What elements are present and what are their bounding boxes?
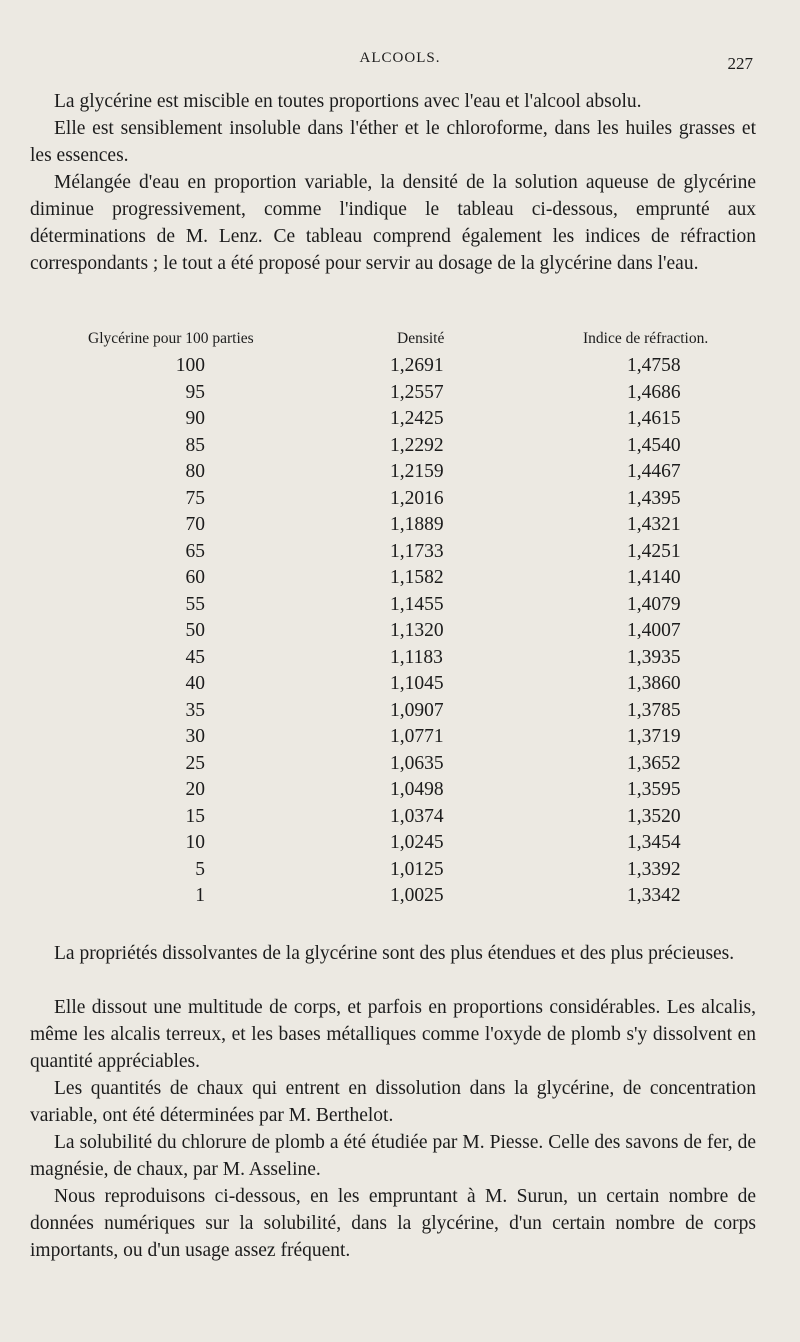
cell-density: 1,0907 — [390, 699, 444, 721]
cell-glycerine-percent: 40 — [185, 673, 205, 694]
cell-glycerine-percent: 95 — [185, 381, 205, 403]
cell-density: 1,1183 — [390, 646, 443, 668]
cell-glycerine-percent: 80 — [185, 461, 205, 482]
paragraph-lime-quantities: Les quantités de chaux qui entrent en dissolution dans la glycérine, de concentration variable, ont été déterminées par M. Berthelot. — [30, 1078, 756, 1126]
cell-refraction-index: 1,3935 — [627, 646, 681, 668]
table-row — [0, 673, 800, 699]
table-row — [0, 514, 800, 540]
table-row — [0, 647, 800, 673]
cell-refraction-index: 1,3342 — [627, 885, 681, 906]
cell-glycerine-percent: 25 — [185, 752, 205, 774]
cell-refraction-index: 1,3860 — [627, 673, 681, 694]
cell-glycerine-percent: 70 — [185, 514, 205, 535]
cell-glycerine-percent: 45 — [185, 646, 205, 668]
cell-density: 1,1045 — [390, 673, 444, 694]
cell-refraction-index: 1,4140 — [627, 567, 681, 588]
cell-glycerine-percent: 50 — [185, 620, 205, 641]
cell-density: 1,1582 — [390, 567, 444, 588]
table-row — [0, 885, 800, 911]
cell-glycerine-percent: 60 — [185, 567, 205, 588]
paragraph-dissolves-bodies: Elle dissout une multitude de corps, et parfois en proportions considérables. Les alcalis, même les alcalis terreux, et les bases métalliques comme l'oxyde de plomb s'y dissolvent en quantité appréciables. — [30, 997, 756, 1072]
cell-refraction-index: 1,4686 — [627, 381, 681, 403]
cell-density: 1,2159 — [390, 461, 444, 482]
paragraph-solvent-properties: La propriétés dissolvantes de la glycérine sont des plus étendues et des plus précieuses. — [54, 943, 735, 964]
cell-glycerine-percent: 5 — [195, 858, 205, 880]
cell-glycerine-percent: 75 — [185, 487, 205, 509]
paragraph-miscibility: La glycérine est miscible en toutes proportions avec l'eau et l'alcool absolu. — [54, 91, 642, 112]
table-header-refraction: Indice de réfraction. — [583, 330, 709, 347]
cell-refraction-index: 1,3520 — [627, 805, 681, 827]
table-row — [0, 859, 800, 885]
cell-density: 1,2557 — [390, 381, 444, 403]
cell-density: 1,2292 — [390, 434, 444, 456]
page-number: 227 — [727, 54, 753, 73]
cell-refraction-index: 1,4321 — [627, 514, 681, 535]
cell-refraction-index: 1,4540 — [627, 434, 681, 456]
table-header-glycerine: Glycérine pour 100 parties — [88, 330, 254, 347]
cell-density: 1,0635 — [390, 752, 444, 774]
table-row — [0, 541, 800, 567]
table-row — [0, 382, 800, 408]
cell-refraction-index: 1,4758 — [627, 355, 681, 376]
cell-density: 1,2691 — [390, 355, 444, 376]
cell-density: 1,1733 — [390, 540, 444, 562]
table-row — [0, 832, 800, 858]
cell-refraction-index: 1,3454 — [627, 832, 681, 853]
cell-glycerine-percent: 10 — [185, 832, 205, 853]
cell-glycerine-percent: 20 — [185, 779, 205, 800]
table-row — [0, 594, 800, 620]
table-row — [0, 435, 800, 461]
cell-glycerine-percent: 35 — [185, 699, 205, 721]
table-row — [0, 806, 800, 832]
cell-density: 1,1889 — [390, 514, 444, 535]
cell-density: 1,1455 — [390, 593, 444, 615]
paragraph-insolubility: Elle est sensiblement insoluble dans l'éther et le chloroforme, dans les huiles grasses et les essences. — [30, 118, 756, 166]
paragraph-surun-data: Nous reproduisons ci-dessous, en les empruntant à M. Surun, un certain nombre de données numériques sur la solubilité, dans la glycérine, d'un certain nombre de corps importants, ou d'un usage assez fréquent. — [30, 1186, 756, 1261]
table-row — [0, 700, 800, 726]
table-row — [0, 753, 800, 779]
cell-density: 1,0771 — [390, 726, 444, 747]
cell-refraction-index: 1,4007 — [627, 620, 681, 641]
cell-glycerine-percent: 30 — [185, 726, 205, 747]
cell-density: 1,2425 — [390, 408, 444, 429]
table-row — [0, 408, 800, 434]
cell-glycerine-percent: 15 — [185, 805, 205, 827]
cell-refraction-index: 1,3785 — [627, 699, 681, 721]
cell-refraction-index: 1,3392 — [627, 858, 681, 880]
cell-glycerine-percent: 1 — [195, 885, 205, 906]
cell-density: 1,0125 — [390, 858, 444, 880]
cell-density: 1,0498 — [390, 779, 444, 800]
table-row — [0, 620, 800, 646]
cell-density: 1,0374 — [390, 805, 444, 827]
running-head: ALCOOLS. — [359, 50, 441, 66]
paragraph-lead-chloride: La solubilité du chlorure de plomb a été étudiée par M. Piesse. Celle des savons de fer, de magnésie, de chaux, par M. Asseline. — [30, 1132, 756, 1180]
cell-glycerine-percent: 85 — [185, 434, 205, 456]
cell-refraction-index: 1,4395 — [627, 487, 681, 509]
table-row — [0, 726, 800, 752]
table-row — [0, 488, 800, 514]
paragraph-density-intro: Mélangée d'eau en proportion variable, la densité de la solution aqueuse de glycérine diminue progressivement, comme l'indique le tableau ci-dessous, emprunté aux déterminations de M. Lenz. Ce tableau comprend également les indices de réfraction correspondants ; le tout a été proposé pour servir au dosage de la glycérine dans l'eau. — [30, 172, 756, 274]
cell-refraction-index: 1,4615 — [627, 408, 681, 429]
cell-refraction-index: 1,4467 — [627, 461, 681, 482]
cell-glycerine-percent: 100 — [175, 355, 205, 376]
cell-refraction-index: 1,4079 — [627, 593, 681, 615]
cell-density: 1,1320 — [390, 620, 444, 641]
cell-density: 1,0025 — [390, 885, 444, 906]
cell-glycerine-percent: 65 — [185, 540, 205, 562]
table-row — [0, 779, 800, 805]
page-header — [0, 50, 800, 74]
cell-refraction-index: 1,3595 — [627, 779, 681, 800]
table-row — [0, 355, 800, 381]
cell-density: 1,0245 — [390, 832, 444, 853]
cell-glycerine-percent: 55 — [185, 593, 205, 615]
cell-refraction-index: 1,3719 — [627, 726, 681, 747]
table-header-density: Densité — [397, 330, 445, 347]
cell-refraction-index: 1,4251 — [627, 540, 681, 562]
table-row — [0, 567, 800, 593]
cell-refraction-index: 1,3652 — [627, 752, 681, 774]
table-row — [0, 461, 800, 487]
cell-density: 1,2016 — [390, 487, 444, 509]
cell-glycerine-percent: 90 — [185, 408, 205, 429]
